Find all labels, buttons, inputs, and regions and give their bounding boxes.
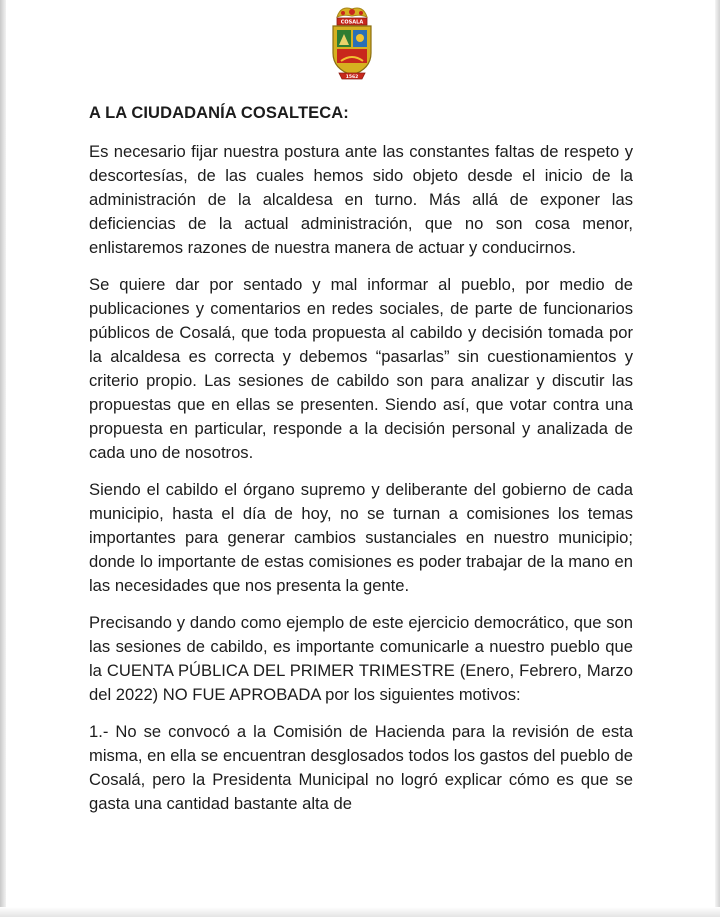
letter-heading: A LA CIUDADANÍA COSALTECA:: [89, 104, 349, 122]
paragraph: 1.- No se convocó a la Comisión de Hacienda para la revisión de esta misma, en ella se encuentran desglosados todos los gastos del pueblo de Cosalá, pero la Presidenta Municipal no logró explicar cómo es que se gasta una cantidad bastante alta de: [89, 722, 633, 813]
seal-ribbon-text: 1562: [345, 75, 359, 80]
paragraph: Se quiere dar por sentado y mal informar al pueblo, por medio de publicaciones y comentarios en redes sociales, de parte de funcionarios públicos de Cosalá, que toda propuesta al cabildo y decisión tomada por la alcaldesa es correcta y debemos “pasarlas” sin cuestionamientos y criterio propio. Las sesiones de cabildo son para analizar y discutir las propuestas que en ellas se presenten. Siendo así, que votar contra una propuesta en particular, responde a la decisión personal y analizada de cada uno de nosotros.: [89, 275, 633, 462]
coat-of-arms-icon: [327, 3, 377, 83]
paragraph: Siendo el cabildo el órgano supremo y deliberante del gobierno de cada municipio, hasta el día de hoy, no se turnan a comisiones los temas importantes para generar cambios sustanciales en nuestro municipio; donde lo importante de estas comisiones es poder trabajar de la mano en las necesidades que nos presenta la gente.: [89, 480, 633, 595]
page-shadow: [0, 907, 720, 917]
letter-body: [89, 104, 633, 829]
page-edge-right: [715, 0, 720, 917]
paragraph: Es necesario fijar nuestra postura ante las constantes faltas de respeto y descortesías, de las cuales hemos sido objeto desde el inicio de la administración de la alcaldesa en turno. Más allá de exponer las deficiencias de la actual administración, que no son cosa menor, enlistaremos razones de nuestra manera de actuar y conducirnos.: [89, 142, 633, 257]
page-edge-left: [0, 0, 6, 917]
paragraph: Precisando y dando como ejemplo de este ejercicio democrático, que son las sesiones de cabildo, es importante comunicarle a nuestro pueblo que la CUENTA PÚBLICA DEL PRIMER TRIMESTRE (Enero, Febrero, Marzo del 2022) NO FUE APROBADA por los siguientes motivos:: [89, 613, 633, 704]
seal-banner-text: COSALA: [340, 19, 364, 26]
